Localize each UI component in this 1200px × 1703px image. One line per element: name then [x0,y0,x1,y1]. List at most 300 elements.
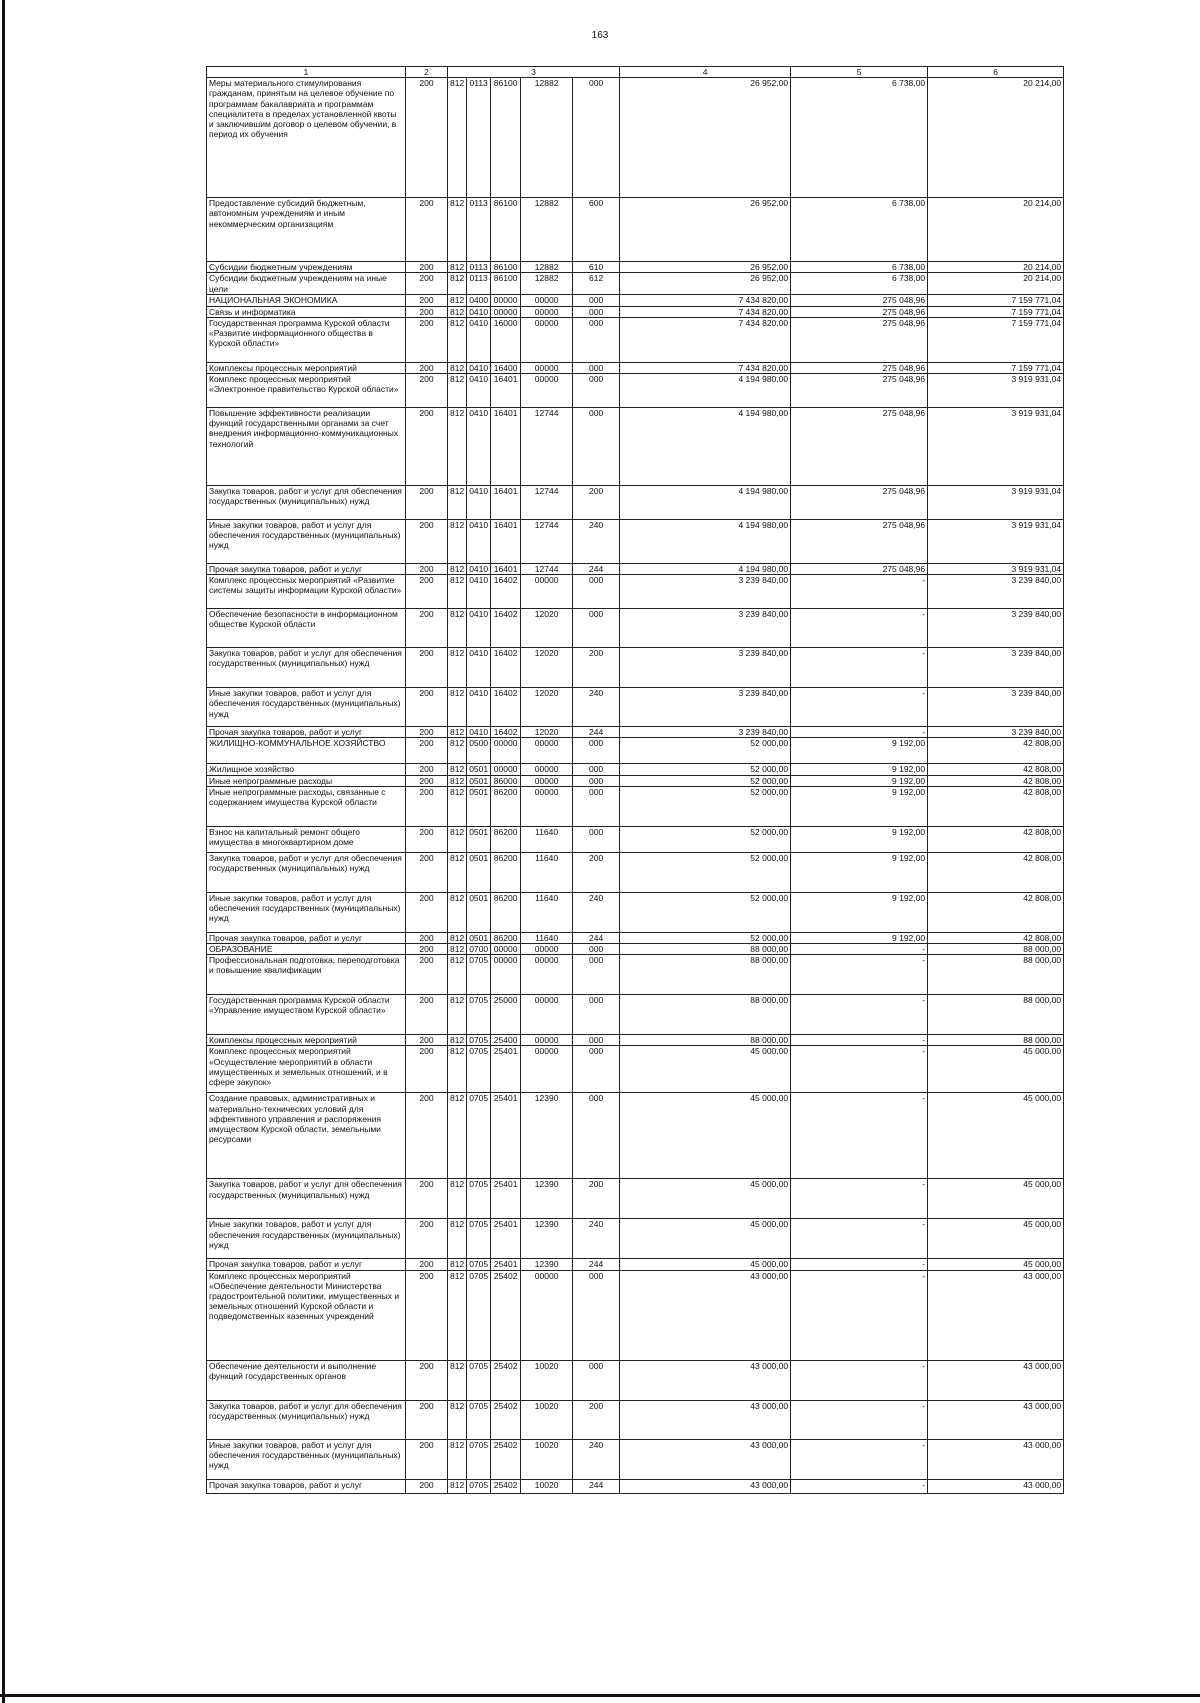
cell-gr: 200 [406,1035,448,1046]
cell-col6: 7 159 771,04 [928,306,1064,317]
cell-col6: 3 919 931,04 [928,486,1064,520]
cell-vr: 000 [573,1035,620,1046]
cell-col5: - [791,1179,928,1219]
cell-col4: 26 952,00 [620,198,791,262]
cell-col6: 88 000,00 [928,944,1064,955]
table-row [207,262,1064,273]
table-header-row [207,67,1064,78]
cell-vr: 000 [573,1046,620,1093]
header-cell: 2 [406,67,448,78]
cell-col4: 88 000,00 [620,995,791,1035]
cell-col6: 20 214,00 [928,198,1064,262]
cell-vr: 000 [573,1093,620,1179]
cell-gr: 200 [406,306,448,317]
cell-vr: 240 [573,1439,620,1479]
table-row [207,738,1064,764]
cell-pr: 86000 [491,775,521,786]
table-row [207,306,1064,317]
cell-col6: 45 000,00 [928,1093,1064,1179]
cell-col4: 52 000,00 [620,892,791,932]
cell-pr: 16401 [491,564,521,575]
cell-pr: 25401 [491,1046,521,1093]
cell-col6: 45 000,00 [928,1046,1064,1093]
cell-ved: 812 [448,1046,467,1093]
cell-cs: 12020 [521,609,573,648]
cell-cs: 12390 [521,1219,573,1259]
cell-name: Профессиональная подготовка, переподготовка и повышение квалификации [207,955,406,995]
cell-name: Меры материального стимулирования гражданам, принятым на целевое обучение по программам бакалавриата и программам специалитета в пределах установленной квоты и заключившим договор о целевом обучении, в период их обучения [207,78,406,198]
cell-pr: 86100 [491,78,521,198]
cell-pr: 16401 [491,486,521,520]
cell-ved: 812 [448,826,467,852]
cell-cs: 00000 [521,775,573,786]
cell-gr: 200 [406,273,448,295]
cell-pr: 86200 [491,852,521,892]
cell-pr: 25402 [491,1400,521,1439]
cell-cs: 12744 [521,520,573,564]
cell-ved: 812 [448,1035,467,1046]
cell-col5: - [791,1479,928,1493]
cell-vr: 000 [573,995,620,1035]
cell-rz: 0705 [467,1093,491,1179]
cell-ved: 812 [448,1270,467,1360]
cell-col5: - [791,688,928,727]
cell-col4: 7 434 820,00 [620,317,791,362]
cell-pr: 25401 [491,1093,521,1179]
header-cell: 6 [928,67,1064,78]
cell-rz: 0501 [467,892,491,932]
cell-col6: 42 808,00 [928,932,1064,943]
table-row [207,78,1064,198]
cell-pr: 00000 [491,944,521,955]
cell-name: Субсидии бюджетным учреждениям [207,262,406,273]
cell-ved: 812 [448,892,467,932]
cell-col5: 275 048,96 [791,520,928,564]
cell-gr: 200 [406,1259,448,1270]
table-row [207,995,1064,1035]
cell-col5: 9 192,00 [791,852,928,892]
cell-pr: 25000 [491,995,521,1035]
cell-vr: 200 [573,1179,620,1219]
cell-rz: 0500 [467,738,491,764]
table-row [207,688,1064,727]
cell-cs: 00000 [521,295,573,306]
cell-col4: 52 000,00 [620,775,791,786]
cell-col4: 3 239 840,00 [620,688,791,727]
page-number: 163 [591,30,609,41]
cell-col5: 9 192,00 [791,764,928,775]
cell-col5: - [791,1439,928,1479]
cell-ved: 812 [448,738,467,764]
cell-col6: 3 239 840,00 [928,688,1064,727]
cell-gr: 200 [406,892,448,932]
cell-vr: 000 [573,955,620,995]
cell-col6: 88 000,00 [928,955,1064,995]
cell-pr: 86200 [491,932,521,943]
cell-rz: 0705 [467,1179,491,1219]
cell-ved: 812 [448,944,467,955]
cell-vr: 200 [573,486,620,520]
cell-col4: 43 000,00 [620,1270,791,1360]
cell-col6: 3 239 840,00 [928,648,1064,688]
cell-col4: 4 194 980,00 [620,564,791,575]
table-row [207,1093,1064,1179]
cell-pr: 86200 [491,786,521,826]
cell-col5: - [791,648,928,688]
cell-col4: 4 194 980,00 [620,520,791,564]
cell-col6: 3 239 840,00 [928,609,1064,648]
cell-ved: 812 [448,688,467,727]
cell-rz: 0410 [467,306,491,317]
cell-cs: 00000 [521,306,573,317]
cell-name: Государственная программа Курской области «Развитие информационного общества в Курской области» [207,317,406,362]
cell-col4: 26 952,00 [620,273,791,295]
cell-rz: 0705 [467,1400,491,1439]
cell-gr: 200 [406,932,448,943]
table-row [207,295,1064,306]
cell-pr: 16401 [491,374,521,408]
cell-name: Связь и информатика [207,306,406,317]
cell-rz: 0705 [467,1046,491,1093]
cell-vr: 244 [573,564,620,575]
cell-col5: - [791,1360,928,1400]
cell-col6: 3 239 840,00 [928,727,1064,738]
cell-col5: - [791,1259,928,1270]
cell-cs: 00000 [521,1046,573,1093]
header-cell: 4 [620,67,791,78]
cell-vr: 000 [573,1360,620,1400]
cell-cs: 00000 [521,1035,573,1046]
table-row [207,317,1064,362]
cell-rz: 0410 [467,727,491,738]
cell-name: Иные непрограммные расходы [207,775,406,786]
cell-rz: 0705 [467,1360,491,1400]
table-row [207,786,1064,826]
cell-col5: 6 738,00 [791,78,928,198]
cell-vr: 000 [573,362,620,373]
cell-vr: 000 [573,944,620,955]
table-row [207,1219,1064,1259]
cell-col5: - [791,727,928,738]
cell-cs: 12020 [521,688,573,727]
cell-cs: 00000 [521,575,573,609]
cell-gr: 200 [406,1360,448,1400]
cell-col5: 275 048,96 [791,317,928,362]
cell-vr: 240 [573,520,620,564]
cell-name: Субсидии бюджетным учреждениям на иные цели [207,273,406,295]
cell-ved: 812 [448,575,467,609]
cell-col6: 42 808,00 [928,826,1064,852]
cell-pr: 86200 [491,826,521,852]
table-row [207,564,1064,575]
cell-name: Иные закупки товаров, работ и услуг для обеспечения государственных (муниципальных) нужд [207,520,406,564]
cell-vr: 240 [573,892,620,932]
cell-rz: 0410 [467,408,491,486]
cell-col6: 20 214,00 [928,273,1064,295]
cell-col4: 3 239 840,00 [620,575,791,609]
cell-ved: 812 [448,955,467,995]
cell-ved: 812 [448,1219,467,1259]
cell-gr: 200 [406,995,448,1035]
table-row [207,932,1064,943]
table-row [207,1046,1064,1093]
cell-rz: 0400 [467,295,491,306]
cell-ved: 812 [448,306,467,317]
cell-ved: 812 [448,727,467,738]
cell-gr: 200 [406,1400,448,1439]
cell-ved: 812 [448,486,467,520]
cell-name: Закупка товаров, работ и услуг для обеспечения государственных (муниципальных) нужд [207,648,406,688]
cell-ved: 812 [448,786,467,826]
cell-rz: 0410 [467,688,491,727]
cell-col5: 6 738,00 [791,198,928,262]
cell-col5: 9 192,00 [791,932,928,943]
cell-ved: 812 [448,317,467,362]
table-row [207,892,1064,932]
cell-cs: 12020 [521,648,573,688]
cell-name: Взнос на капитальный ремонт общего имущества в многоквартирном доме [207,826,406,852]
cell-name: Создание правовых, административных и материально-технических условий для эффективного управления и распоряжения имуществом Курской области, земельными ресурсами [207,1093,406,1179]
cell-pr: 16402 [491,727,521,738]
table-row [207,1400,1064,1439]
cell-ved: 812 [448,564,467,575]
table-row [207,764,1064,775]
cell-gr: 200 [406,955,448,995]
cell-col5: - [791,1270,928,1360]
cell-pr: 86100 [491,198,521,262]
cell-pr: 16402 [491,609,521,648]
cell-col5: - [791,1093,928,1179]
cell-ved: 812 [448,520,467,564]
cell-pr: 16400 [491,362,521,373]
cell-cs: 00000 [521,764,573,775]
table-row [207,520,1064,564]
cell-ved: 812 [448,273,467,295]
cell-name: Иные закупки товаров, работ и услуг для обеспечения государственных (муниципальных) нужд [207,892,406,932]
cell-rz: 0410 [467,374,491,408]
cell-name: Комплекс процессных мероприятий «Электронное правительство Курской области» [207,374,406,408]
cell-col4: 88 000,00 [620,1035,791,1046]
cell-pr: 86100 [491,273,521,295]
cell-ved: 812 [448,1179,467,1219]
cell-gr: 200 [406,826,448,852]
cell-name: Прочая закупка товаров, работ и услуг [207,727,406,738]
cell-col6: 45 000,00 [928,1219,1064,1259]
cell-gr: 200 [406,688,448,727]
cell-rz: 0113 [467,273,491,295]
cell-pr: 16401 [491,520,521,564]
table-row [207,944,1064,955]
cell-rz: 0700 [467,944,491,955]
cell-cs: 10020 [521,1439,573,1479]
cell-col6: 42 808,00 [928,764,1064,775]
cell-col6: 43 000,00 [928,1479,1064,1493]
cell-cs: 00000 [521,362,573,373]
cell-name: Закупка товаров, работ и услуг для обеспечения государственных (муниципальных) нужд [207,486,406,520]
cell-name: ОБРАЗОВАНИЕ [207,944,406,955]
cell-col5: - [791,955,928,995]
cell-gr: 200 [406,374,448,408]
cell-cs: 12882 [521,198,573,262]
cell-cs: 10020 [521,1360,573,1400]
cell-pr: 86100 [491,262,521,273]
cell-rz: 0501 [467,852,491,892]
cell-vr: 200 [573,1400,620,1439]
cell-vr: 000 [573,775,620,786]
cell-col5: 275 048,96 [791,374,928,408]
cell-col4: 52 000,00 [620,764,791,775]
table-row [207,727,1064,738]
budget-table-body [207,67,1064,1494]
cell-col5: 9 192,00 [791,892,928,932]
cell-col4: 43 000,00 [620,1400,791,1439]
cell-col6: 42 808,00 [928,892,1064,932]
cell-rz: 0705 [467,1479,491,1493]
cell-col4: 26 952,00 [620,78,791,198]
cell-name: Комплекс процессных мероприятий «Осуществление мероприятий в области имущественных и земельных отношений, и в сфере закупок» [207,1046,406,1093]
cell-cs: 00000 [521,317,573,362]
cell-name: Прочая закупка товаров, работ и услуг [207,564,406,575]
cell-col4: 7 434 820,00 [620,295,791,306]
cell-vr: 000 [573,575,620,609]
cell-rz: 0501 [467,775,491,786]
cell-vr: 610 [573,262,620,273]
cell-rz: 0705 [467,1035,491,1046]
cell-ved: 812 [448,775,467,786]
cell-gr: 200 [406,295,448,306]
cell-gr: 200 [406,575,448,609]
table-row [207,408,1064,486]
cell-pr: 25402 [491,1439,521,1479]
cell-col4: 52 000,00 [620,852,791,892]
cell-vr: 000 [573,826,620,852]
cell-vr: 244 [573,932,620,943]
cell-vr: 244 [573,1259,620,1270]
cell-name: Государственная программа Курской области «Управление имуществом Курской области» [207,995,406,1035]
table-row [207,1035,1064,1046]
cell-cs: 12390 [521,1093,573,1179]
cell-pr: 25402 [491,1360,521,1400]
cell-rz: 0501 [467,826,491,852]
cell-ved: 812 [448,78,467,198]
cell-col4: 43 000,00 [620,1439,791,1479]
cell-col6: 3 239 840,00 [928,575,1064,609]
cell-col6: 20 214,00 [928,78,1064,198]
cell-gr: 200 [406,944,448,955]
cell-rz: 0705 [467,1219,491,1259]
cell-cs: 00000 [521,955,573,995]
cell-col6: 42 808,00 [928,738,1064,764]
cell-ved: 812 [448,995,467,1035]
cell-gr: 200 [406,764,448,775]
cell-pr: 16000 [491,317,521,362]
cell-gr: 200 [406,362,448,373]
cell-col6: 43 000,00 [928,1439,1064,1479]
cell-vr: 000 [573,78,620,198]
cell-col4: 52 000,00 [620,786,791,826]
cell-col5: - [791,1219,928,1259]
cell-col4: 45 000,00 [620,1093,791,1179]
cell-ved: 812 [448,932,467,943]
cell-col6: 42 808,00 [928,852,1064,892]
cell-rz: 0410 [467,486,491,520]
cell-col6: 3 919 931,04 [928,564,1064,575]
cell-vr: 600 [573,198,620,262]
cell-vr: 000 [573,317,620,362]
cell-col4: 45 000,00 [620,1046,791,1093]
cell-col4: 7 434 820,00 [620,362,791,373]
cell-col6: 42 808,00 [928,775,1064,786]
cell-col5: 275 048,96 [791,295,928,306]
cell-cs: 10020 [521,1479,573,1493]
cell-name: Закупка товаров, работ и услуг для обеспечения государственных (муниципальных) нужд [207,852,406,892]
table-row [207,374,1064,408]
cell-vr: 000 [573,1270,620,1360]
cell-col4: 4 194 980,00 [620,374,791,408]
cell-rz: 0410 [467,520,491,564]
cell-pr: 16402 [491,575,521,609]
cell-ved: 812 [448,1479,467,1493]
cell-gr: 200 [406,648,448,688]
cell-pr: 25401 [491,1259,521,1270]
cell-name: Закупка товаров, работ и услуг для обеспечения государственных (муниципальных) нужд [207,1179,406,1219]
cell-gr: 200 [406,609,448,648]
cell-rz: 0705 [467,955,491,995]
cell-pr: 00000 [491,764,521,775]
cell-cs: 12020 [521,727,573,738]
cell-rz: 0113 [467,78,491,198]
table-row [207,273,1064,295]
cell-rz: 0501 [467,932,491,943]
cell-gr: 200 [406,1046,448,1093]
cell-cs: 10020 [521,1400,573,1439]
cell-col6: 3 919 931,04 [928,408,1064,486]
cell-ved: 812 [448,295,467,306]
cell-col5: 6 738,00 [791,262,928,273]
cell-cs: 12744 [521,564,573,575]
cell-cs: 00000 [521,786,573,826]
cell-pr: 25401 [491,1219,521,1259]
cell-gr: 200 [406,727,448,738]
cell-ved: 812 [448,1259,467,1270]
cell-ved: 812 [448,609,467,648]
cell-col6: 7 159 771,04 [928,295,1064,306]
cell-ved: 812 [448,648,467,688]
table-row [207,1479,1064,1493]
cell-name: НАЦИОНАЛЬНАЯ ЭКОНОМИКА [207,295,406,306]
cell-rz: 0113 [467,262,491,273]
cell-col5: 275 048,96 [791,362,928,373]
cell-pr: 00000 [491,306,521,317]
cell-vr: 244 [573,1479,620,1493]
cell-cs: 12882 [521,273,573,295]
header-cell: 1 [207,67,406,78]
cell-rz: 0501 [467,786,491,826]
table-row [207,575,1064,609]
cell-ved: 812 [448,1400,467,1439]
cell-gr: 200 [406,1179,448,1219]
cell-gr: 200 [406,408,448,486]
cell-col5: 9 192,00 [791,738,928,764]
cell-pr: 25401 [491,1179,521,1219]
cell-gr: 200 [406,198,448,262]
cell-ved: 812 [448,262,467,273]
cell-gr: 200 [406,78,448,198]
cell-name: Прочая закупка товаров, работ и услуг [207,1479,406,1493]
cell-col6: 45 000,00 [928,1259,1064,1270]
cell-col4: 52 000,00 [620,826,791,852]
cell-name: Обеспечение безопасности в информационном обществе Курской области [207,609,406,648]
